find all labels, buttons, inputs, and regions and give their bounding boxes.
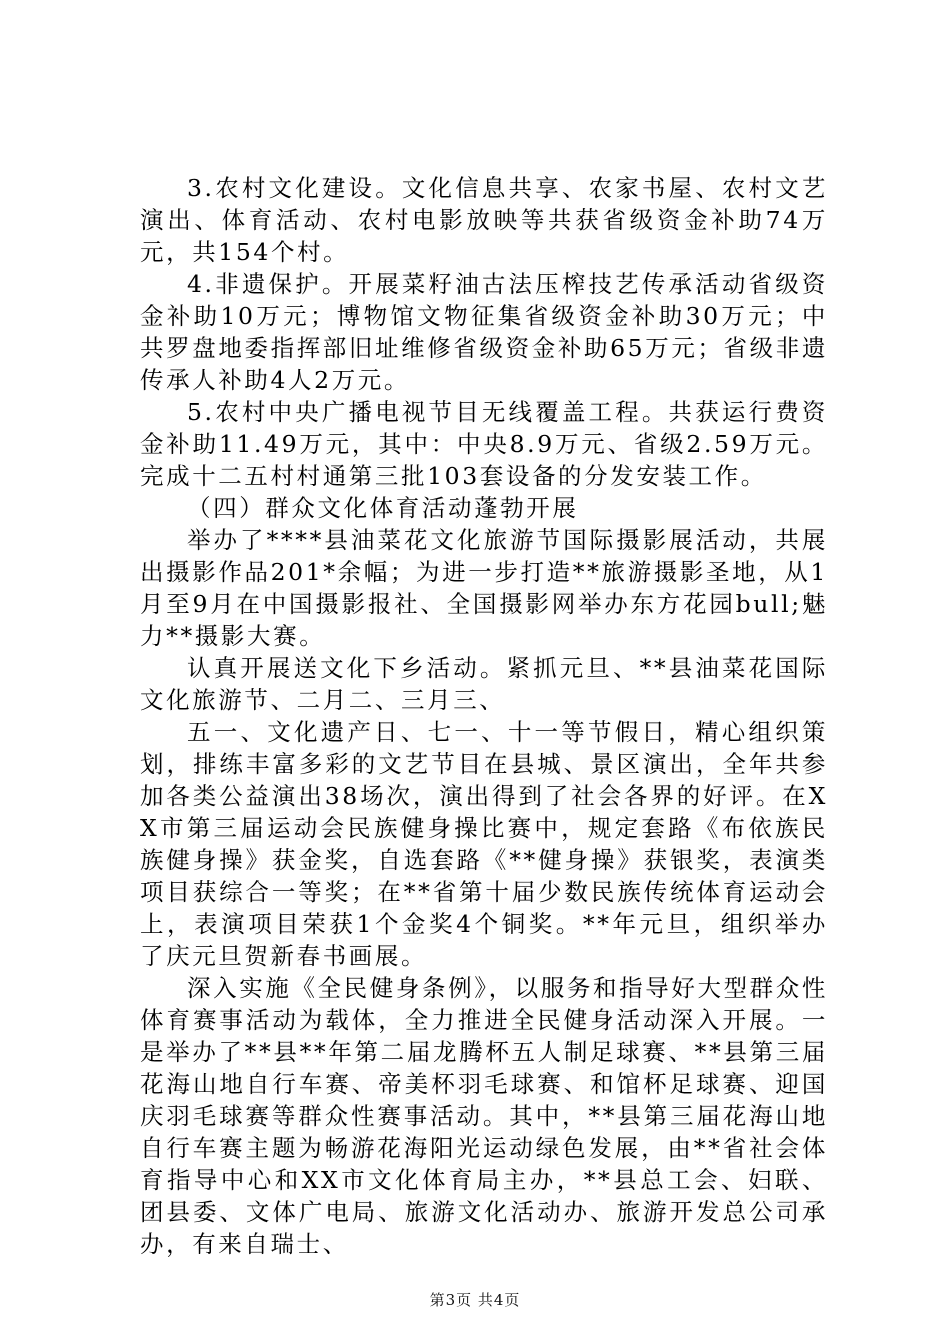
section-heading-activities: （四）群众文化体育活动蓬勃开展	[187, 494, 579, 522]
paragraph-heritage-protection: 4.非遗保护。开展菜籽油古法压榨技艺传承活动省级资金补助10万元；博物馆文物征集省级资金补助30万元；中共罗盘地委指挥部旧址维修省级资金补助65万元；省级非遗传承人补助4人2万元。	[140, 270, 828, 394]
paragraph-national-fitness: 深入实施《全民健身条例》，以服务和指导好大型群众性体育赛事活动为载体，全力推进全民健身活动深入开展。一是举办了**县**年第二届龙腾杯五人制足球赛、**县第三届花海山地自行车赛、帝美杯羽毛球赛、和馆杯足球赛、迎国庆羽毛球赛等群众性赛事活动。其中，**县第三届花海山地自行车赛主题为畅游花海阳光运动绿色发展，由**省社会体育指导中心和XX市文化体育局主办，**县总工会、妇联、团县委、文体广电局、旅游文化活动办、旅游开发总公司承办，有来自瑞士、	[140, 974, 828, 1258]
paragraph-rural-culture: 3.农村文化建设。文化信息共享、农家书屋、农村文艺演出、体育活动、农村电影放映等共获省级资金补助74万元，共154个村。	[140, 174, 828, 266]
paragraph-culture-to-countryside: 认真开展送文化下乡活动。紧抓元旦、**县油菜花国际文化旅游节、二月二、三月三、	[140, 654, 828, 714]
paragraph-broadcast-coverage: 5.农村中央广播电视节目无线覆盖工程。共获运行费资金补助11.49万元，其中：中央8.9万元、省级2.59万元。完成十二五村村通第三批103套设备的分发安装工作。	[140, 398, 828, 490]
document-body	[140, 172, 828, 1260]
page-number: 第3页 共4页	[429, 1291, 521, 1309]
paragraph-photo-exhibition: 举办了****县油菜花文化旅游节国际摄影展活动，共展出摄影作品201*余幅；为进一步打造**旅游摄影圣地，从1月至9月在中国摄影报社、全国摄影网举办东方花园bull;魅力**摄影大赛。	[140, 526, 828, 650]
paragraph-holiday-performances: 五一、文化遗产日、七一、十一等节假日，精心组织策划，排练丰富多彩的文艺节目在县城、景区演出，全年共参加各类公益演出38场次，演出得到了社会各界的好评。在XX市第三届运动会民族健身操比赛中，规定套路《布依族民族健身操》获金奖，自选套路《**健身操》获银奖，表演类项目获综合一等奖；在**省第十届少数民族传统体育运动会上，表演项目荣获1个金奖4个铜奖。**年元旦，组织举办了庆元旦贺新春书画展。	[140, 718, 828, 970]
page-footer	[0, 1290, 950, 1310]
